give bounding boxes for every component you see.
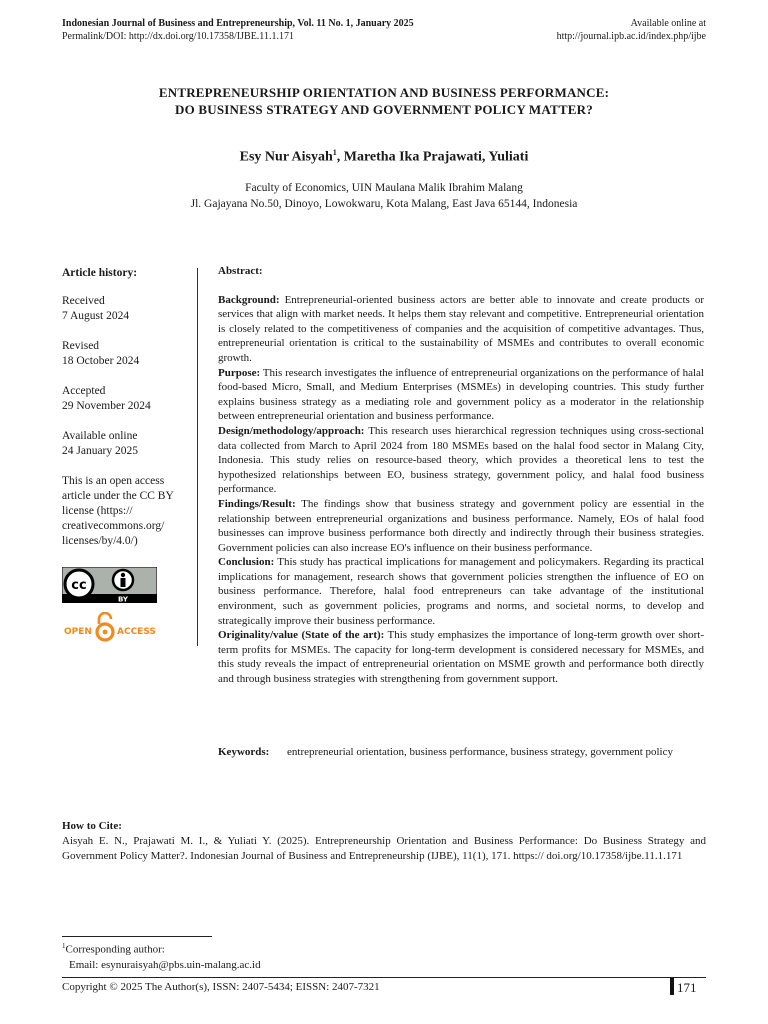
revised-block	[62, 339, 190, 369]
conclusion-text: This study has practical implications for management and policymakers. Regarding its practical implications for management, research shows that government policies strengthen the influence of EO on business performance. Therefore, halal food entrepreneurs can take advantage of the institutional environment, such as government policies, programs and norms, and societal norms, to develop and strategically improve their business performance.	[218, 556, 704, 627]
journal-name: Indonesian Journal of Business and Entrepreneurship, Vol. 11 No. 1, January 2025	[62, 18, 414, 29]
footnote-divider	[62, 936, 212, 937]
footnote-marker: 1	[62, 942, 66, 950]
background-label: Background:	[218, 293, 280, 306]
abstract-section	[218, 264, 704, 687]
accepted-block	[62, 384, 190, 414]
other-authors: , Maretha Ika Prajawati, Yuliati	[336, 149, 529, 165]
license-text: This is an open access article under the CC BY license (https:// creativecommons.org/ licenses/by/4.0/)	[62, 475, 174, 547]
affiliation-faculty: Faculty of Economics, UIN Maulana Malik Ibrahim Malang	[245, 182, 523, 194]
online-label: Available online	[62, 430, 138, 442]
background-text: Entrepreneurial-oriented business actors are better able to innovate and create products or services that align with market needs. It helps them stay relevant and competitive. Entrepreneurial orientation is closely related to the competitiveness of companies and the acquisition of competitive advantages. Thus, entrepreneurial orientation is critical to the sustainability of MSMEs and contributes to overall economic growth.	[218, 293, 704, 364]
accepted-date: 29 November 2024	[62, 400, 151, 412]
title-line-2: DO BUSINESS STRATEGY AND GOVERNMENT POLICY MATTER?	[175, 102, 593, 117]
affiliation-address: Jl. Gajayana No.50, Dinoyo, Lowokwaru, Kota Malang, East Java 65144, Indonesia	[190, 198, 578, 210]
availability-header	[476, 17, 706, 43]
running-header	[62, 17, 522, 43]
revised-date: 18 October 2024	[62, 355, 140, 367]
citation-text: Aisyah E. N., Prajawati M. I., & Yuliati Y. (2025). Entrepreneurship Orientation and Business Performance: Do Business Strategy and Government Policy Matter?. Indonesian Journal of Business and Entrepreneurship (IJBE), 11(1), 171. https:// doi.org/10.17358/ijbe.11.1.171	[62, 835, 706, 862]
conclusion-label: Conclusion:	[218, 556, 275, 569]
revised-label: Revised	[62, 340, 100, 352]
footnote	[62, 939, 462, 973]
keywords-label: Keywords:	[218, 746, 270, 758]
received-block	[62, 294, 190, 324]
abstract-design	[218, 424, 704, 497]
sidebar-divider	[197, 268, 198, 646]
abstract-findings	[218, 497, 704, 555]
open-access-left-label: OPEN	[64, 627, 92, 637]
corresponding-author	[62, 939, 462, 958]
keywords-value: entrepreneurial orientation, business performance, business strategy, government policy	[287, 746, 673, 758]
abstract-conclusion	[218, 555, 704, 628]
copyright-text: Copyright © 2025 The Author(s), ISSN: 2407-5434; EISSN: 2407-7321	[62, 981, 380, 993]
purpose-text: This research investigates the influence of entrepreneurial organizations on the performance of halal food-based Micro, Small, and Medium Enterprises (MSMEs) in developing countries. This study further explains business strategy as a mediating role and government policy as a moderator in the relationship between entrepreneurial orientation and business performance.	[218, 366, 704, 423]
design-label: Design/methodology/approach:	[218, 424, 365, 437]
page-number-bar	[670, 978, 674, 995]
abstract-background	[218, 293, 704, 366]
author-email-link[interactable]: Email: esynuraisyah@pbs.uin-malang.ac.id	[69, 958, 261, 971]
first-author: Esy Nur Aisyah	[239, 149, 333, 165]
journal-url-link[interactable]: http://journal.ipb.ac.id/index.php/ijbe	[556, 31, 706, 42]
design-text: This research uses hierarchical regression techniques using cross-sectional data collected from March to April 2024 from 180 MSMEs based on the halal food sector in Malang City, Indonesia. This study relies on resource-based theory, which provides a theoretical lens to test the hypothesized relationships between EO, business strategy, government policy, and halal food business performance.	[218, 424, 704, 496]
online-date: 24 January 2025	[62, 445, 139, 457]
author-list	[62, 148, 706, 166]
accepted-label: Accepted	[62, 385, 106, 397]
author-superscript: 1	[332, 148, 337, 157]
findings-text: The findings show that business strategy and government policy are essential in the relationship between entrepreneurial organizations and business performance. Namely, EOs of halal food businesses can improve business performance both directly and indirectly through their business strategies. Government policies can also increase EO's influence on their business performance.	[218, 497, 704, 554]
affiliation	[62, 180, 706, 212]
originality-label: Originality/value (State of the art):	[218, 629, 385, 642]
title-line-1: ENTREPRENEURSHIP ORIENTATION AND BUSINESS PERFORMANCE:	[158, 85, 610, 100]
originality-text: This study emphasizes the importance of long-term growth over short-term profits for MSMEs. The capacity for long-term development is considered necessary for MSMEs, and this study reveals the impact of entrepreneurial orientation on MSME growth and performance both directly and through business strategies with strengthening from government support.	[218, 629, 704, 686]
online-block	[62, 429, 190, 459]
svg-text:cc: cc	[71, 578, 87, 593]
article-history-sidebar	[62, 266, 190, 564]
footer-divider	[62, 977, 706, 978]
available-label: Available online at	[630, 18, 706, 29]
purpose-label: Purpose:	[218, 366, 261, 379]
citation-block	[62, 819, 706, 864]
received-label: Received	[62, 295, 105, 307]
abstract-purpose	[218, 366, 704, 424]
corresponding-label: Corresponding author:	[65, 943, 165, 956]
page-number: 171	[677, 980, 697, 995]
abstract-originality	[218, 628, 704, 686]
citation-heading: How to Cite:	[62, 820, 122, 832]
history-heading: Article history:	[62, 267, 138, 279]
article-title	[62, 84, 706, 118]
cc-badge-by-label: BY	[117, 595, 129, 603]
received-date: 7 August 2024	[62, 310, 130, 322]
permalink: Permalink/DOI: http://dx.doi.org/10.17358/IJBE.11.1.171	[62, 31, 294, 42]
abstract-heading: Abstract:	[218, 265, 263, 277]
cc-by-license-icon[interactable]	[62, 567, 157, 603]
open-access-right-label: ACCESS	[117, 627, 156, 637]
findings-label: Findings/Result:	[218, 497, 296, 510]
open-access-icon	[64, 612, 174, 644]
